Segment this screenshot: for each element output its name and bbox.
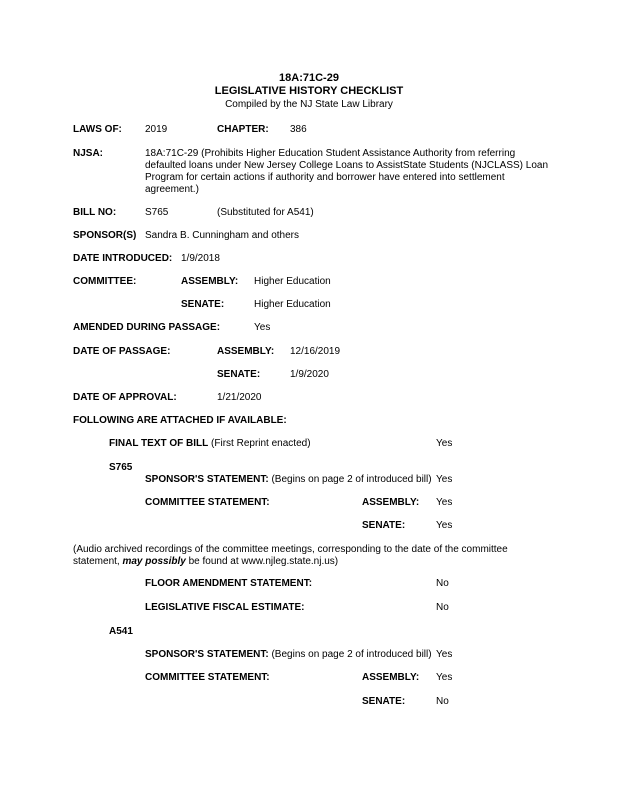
audio-note-line1: (Audio archived recordings of the committee meetings, corresponding to the date of the committee bbox=[73, 544, 508, 555]
document-title: LEGISLATIVE HISTORY CHECKLIST bbox=[214, 85, 404, 97]
sponsors-value: Sandra B. Cunningham and others bbox=[145, 230, 299, 241]
amended-label: AMENDED DURING PASSAGE: bbox=[73, 322, 221, 333]
njsa-line: defaulted loans under New Jersey College Loans to AssistState Students (NJCLASS) Loan bbox=[145, 160, 549, 171]
s765-senate-value: Yes bbox=[436, 520, 453, 531]
passage-assembly-value: 12/16/2019 bbox=[290, 346, 341, 357]
laws-of-label: LAWS OF: bbox=[73, 124, 122, 135]
njsa-line: 18A:71C-29 (Prohibits Higher Education Student Assistance Authority from referring bbox=[145, 148, 516, 159]
audio-note-prefix: statement, bbox=[73, 556, 123, 567]
njsa-line: agreement.) bbox=[145, 184, 199, 195]
committee-assembly-label: ASSEMBLY: bbox=[181, 276, 239, 287]
date-of-approval-value: 1/21/2020 bbox=[217, 392, 262, 403]
a541-sponsor-statement-label: SPONSOR'S STATEMENT: bbox=[145, 649, 269, 660]
floor-amendment-value: No bbox=[436, 578, 449, 589]
passage-senate-label: SENATE: bbox=[217, 369, 261, 380]
bill-no-value: S765 bbox=[145, 207, 169, 218]
njsa-label: NJSA: bbox=[73, 148, 104, 159]
committee-assembly-value: Higher Education bbox=[254, 276, 331, 287]
a541-assembly-label: ASSEMBLY: bbox=[362, 672, 420, 683]
a541-senate-label: SENATE: bbox=[362, 696, 406, 707]
date-introduced-label: DATE INTRODUCED: bbox=[73, 253, 173, 264]
committee-label: COMMITTEE: bbox=[73, 276, 137, 287]
final-text-note: (First Reprint enacted) bbox=[211, 438, 311, 449]
sponsors-label: SPONSOR(S) bbox=[73, 230, 137, 241]
bill-no-label: BILL NO: bbox=[73, 207, 117, 218]
a541-assembly-value: Yes bbox=[436, 672, 453, 683]
audio-note-emphasis: may possibly bbox=[122, 556, 186, 567]
a541-heading: A541 bbox=[109, 626, 133, 637]
amended-value: Yes bbox=[254, 322, 271, 333]
s765-sponsor-statement-label: SPONSOR'S STATEMENT: bbox=[145, 474, 269, 485]
attachments-heading: FOLLOWING ARE ATTACHED IF AVAILABLE: bbox=[73, 415, 287, 426]
committee-senate-value: Higher Education bbox=[254, 299, 331, 310]
a541-sponsor-statement-row bbox=[145, 649, 432, 661]
s765-committee-statement-label: COMMITTEE STATEMENT: bbox=[145, 497, 270, 508]
a541-sponsor-statement-note: (Begins on page 2 of introduced bill) bbox=[271, 649, 432, 660]
final-text-row bbox=[109, 438, 311, 450]
document-code: 18A:71C-29 bbox=[279, 72, 339, 84]
floor-amendment-label: FLOOR AMENDMENT STATEMENT: bbox=[145, 578, 313, 589]
fiscal-estimate-value: No bbox=[436, 602, 449, 613]
passage-senate-value: 1/9/2020 bbox=[290, 369, 329, 380]
a541-senate-value: No bbox=[436, 696, 449, 707]
chapter-label: CHAPTER: bbox=[217, 124, 269, 135]
date-of-approval-label: DATE OF APPROVAL: bbox=[73, 392, 177, 403]
s765-sponsor-statement-note: (Begins on page 2 of introduced bill) bbox=[271, 474, 432, 485]
a541-sponsor-statement-value: Yes bbox=[436, 649, 453, 660]
audio-note-suffix: be found at www.njleg.state.nj.us) bbox=[185, 556, 339, 567]
s765-sponsor-statement-row bbox=[145, 474, 432, 486]
date-of-passage-label: DATE OF PASSAGE: bbox=[73, 346, 171, 357]
s765-senate-label: SENATE: bbox=[362, 520, 406, 531]
final-text-value: Yes bbox=[436, 438, 453, 449]
fiscal-estimate-label: LEGISLATIVE FISCAL ESTIMATE: bbox=[145, 602, 305, 613]
chapter-value: 386 bbox=[290, 124, 307, 135]
s765-heading: S765 bbox=[109, 462, 133, 473]
s765-sponsor-statement-value: Yes bbox=[436, 474, 453, 485]
date-introduced-value: 1/9/2018 bbox=[181, 253, 220, 264]
njsa-line: Program for certain actions if authority and borrower have entered into settlement bbox=[145, 172, 505, 183]
committee-senate-label: SENATE: bbox=[181, 299, 225, 310]
audio-note-line2 bbox=[73, 556, 338, 568]
laws-of-value: 2019 bbox=[145, 124, 168, 135]
compiled-by: Compiled by the NJ State Law Library bbox=[225, 99, 393, 110]
bill-no-note: (Substituted for A541) bbox=[217, 207, 314, 218]
a541-committee-statement-label: COMMITTEE STATEMENT: bbox=[145, 672, 270, 683]
final-text-label: FINAL TEXT OF BILL bbox=[109, 438, 209, 449]
s765-assembly-label: ASSEMBLY: bbox=[362, 497, 420, 508]
s765-assembly-value: Yes bbox=[436, 497, 453, 508]
passage-assembly-label: ASSEMBLY: bbox=[217, 346, 275, 357]
